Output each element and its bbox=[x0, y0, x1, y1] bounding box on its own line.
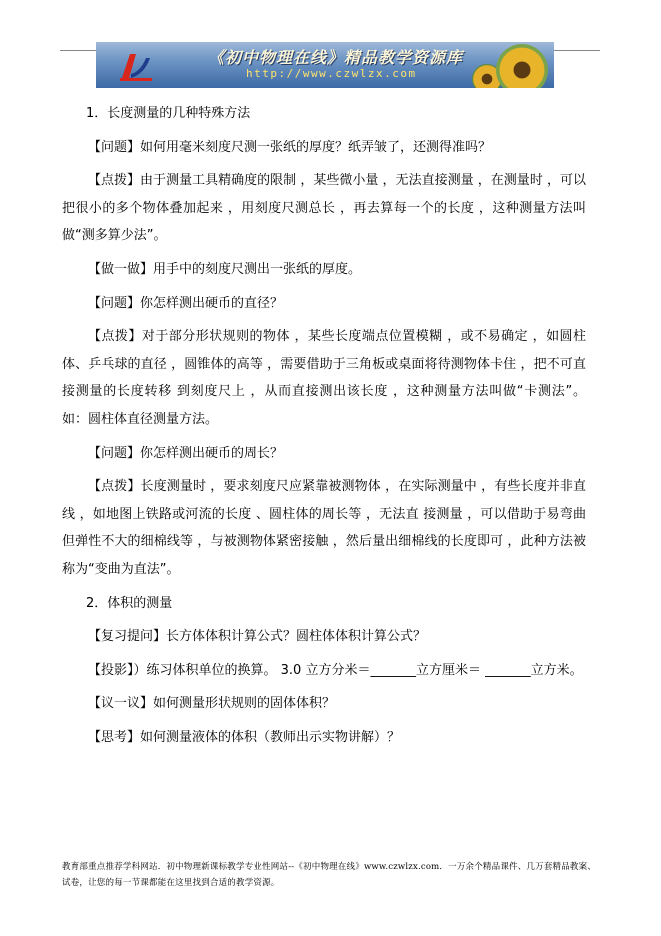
banner-url: http://www.czwlzx.com bbox=[246, 67, 417, 80]
activity-paragraph: 【做一做】用手中的刻度尺测出一张纸的厚度。 bbox=[88, 261, 362, 277]
section-heading-2: 2．体积的测量 bbox=[86, 595, 173, 611]
question-paragraph: 【问题】如何用毫米刻度尺测一张纸的厚度？纸弄皱了，还测得准吗？ bbox=[88, 139, 492, 155]
projection-exercise-paragraph: 【投影】）练习体积单位的换算。 3.0 立方分米＝_______立方厘米＝ _______立方米。 bbox=[88, 662, 583, 678]
document-body bbox=[62, 100, 595, 757]
sunflower-icon bbox=[496, 44, 548, 88]
question-paragraph: 【问题】你怎样测出硬币的周长？ bbox=[88, 445, 284, 461]
review-question-paragraph: 【复习提问】长方体体积计算公式？圆柱体体积计算公式？ bbox=[88, 629, 427, 645]
page-footer: 教育部重点推荐学科网站．初中物理新课标教学专业性网站--《初中物理在线》www.czwlzx.com．一万余个精品课件、几万套精品教案、试卷，让您的每一节课都能在这里找到合适的教学资源。 bbox=[62, 862, 597, 888]
question-paragraph: 【问题】你怎样测出硬币的直径？ bbox=[88, 295, 284, 311]
site-logo-icon bbox=[116, 48, 156, 84]
discussion-paragraph: 【议一议】如何测量形状规则的固体体积？ bbox=[88, 696, 336, 712]
hint-paragraph: 【点拨】长度测量时 ，要求刻度尺应紧靠被测物体 ，在实际测量中 ，有些长度并非直线 ，如地图上铁路或河流的长度 、圆柱体的周长等 ，无法直 接测量 ，可以借助于易弯曲但弹性不大的细棉线等 ，与被测物体紧密接触 ，然后量出细棉线的长度即可 ，此种方法被称为“变曲为直法”。 bbox=[62, 479, 586, 577]
section-heading-1: 1．长度测量的几种特殊方法 bbox=[86, 106, 251, 121]
banner-title: 《初中物理在线》精品教学资源库 bbox=[208, 48, 464, 67]
hint-paragraph: 【点拨】由于测量工具精确度的限制 ，某些微小量 ，无法直接测量 ，在测量时 ，可以把很小的多个物体叠加起来 ，用刻度尺测总长 ，再去算每一个的长度 ，这种测量方法叫做“测多算少法”。 bbox=[62, 173, 586, 244]
thinking-paragraph: 【思考】如何测量液体的体积（教师出示实物讲解）？ bbox=[88, 729, 401, 745]
site-banner bbox=[96, 42, 554, 88]
hint-paragraph: 【点拨】对于部分形状规则的物体 ，某些长度端点位置模糊 ，或不易确定 ，如圆柱体、乒乓球的直径 ，圆锥体的高等 ，需要借助于三角板或桌面将待测物体卡住 ，把不可直接测量的长度转移 到刻度尺上 ，从而直接测出该长度 ，这种测量方法叫做“卡测法”。 如：圆柱体直径测量方法。 bbox=[62, 329, 595, 427]
